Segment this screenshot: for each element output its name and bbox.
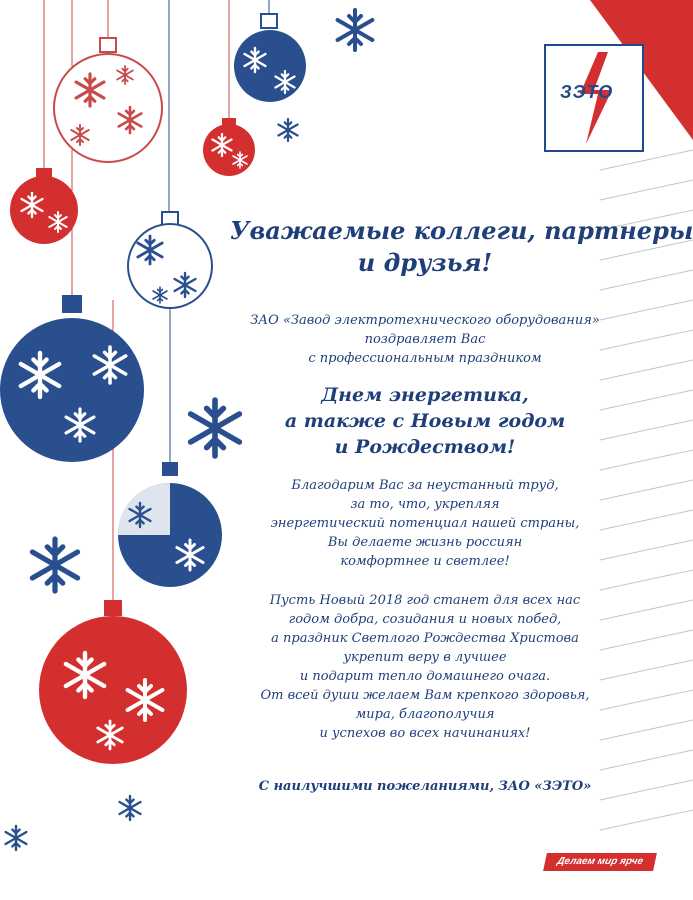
wishes-line: и подарит тепло домашнего очага.	[299, 669, 551, 684]
holiday-heading	[230, 382, 620, 460]
thanks-paragraph	[230, 476, 620, 571]
snowflake-icon	[6, 826, 27, 850]
intro-paragraph	[230, 311, 620, 368]
snowflake-icon	[32, 539, 77, 591]
blue-white-bauble	[118, 462, 222, 587]
intro-line: поздравляет Вас	[364, 332, 486, 347]
snowflake-icon	[338, 10, 373, 50]
thanks-line: Вы делаете жизнь россиян	[327, 535, 523, 550]
red-bauble-left	[10, 168, 78, 244]
thanks-line: энергетический потенциал нашей страны,	[270, 516, 580, 531]
wishes-line: и успехов во всех начинаниях!	[319, 726, 531, 741]
wishes-line: От всей души желаем Вам крепкого здоровья,	[260, 688, 590, 703]
thanks-line: за то, что, укрепляя	[350, 497, 500, 512]
snowflake-icon	[278, 119, 297, 141]
wishes-line: Пусть Новый 2018 год станет для всех нас	[269, 593, 581, 608]
wishes-line: мира, благополучия	[355, 707, 495, 722]
greeting-line: и друзья!	[357, 248, 493, 277]
big-red-bauble	[39, 600, 187, 764]
greeting-line: Уважаемые коллеги, партнеры	[230, 216, 693, 245]
intro-line: ЗАО «Завод электротехнического оборудования»	[250, 313, 600, 328]
snowflake-icon	[120, 796, 141, 820]
big-blue-bauble	[0, 295, 144, 462]
holiday-line: Днем энергетика,	[321, 384, 529, 406]
company-logo	[544, 44, 644, 152]
letter-body	[230, 215, 693, 796]
red-outline-bauble	[54, 38, 162, 162]
logo-text: ЗЭТО	[560, 82, 614, 102]
slogan-badge: Делаем мир ярче	[543, 853, 657, 871]
blue-bauble-top	[234, 14, 306, 102]
wishes-line: укрепит веру в лучшее	[343, 650, 507, 665]
thanks-line: Благодарим Вас за неустанный труд,	[291, 478, 559, 493]
holiday-line: и Рождеством!	[334, 436, 516, 458]
wishes-line: годом добра, созидания и новых побед,	[288, 612, 562, 627]
wishes-paragraph	[230, 591, 620, 743]
signature: С наилучшими пожеланиями, ЗАО «ЗЭТО»	[258, 779, 592, 794]
wishes-line: а праздник Светлого Рождества Христова	[271, 631, 579, 646]
intro-line: с профессиональным праздником	[308, 351, 542, 366]
thanks-line: комфортнее и светлее!	[340, 554, 510, 569]
small-red-bauble	[203, 118, 255, 176]
holiday-line: а также с Новым годом	[284, 410, 566, 432]
greeting-title	[230, 215, 693, 279]
blue-outline-bauble	[128, 212, 212, 308]
